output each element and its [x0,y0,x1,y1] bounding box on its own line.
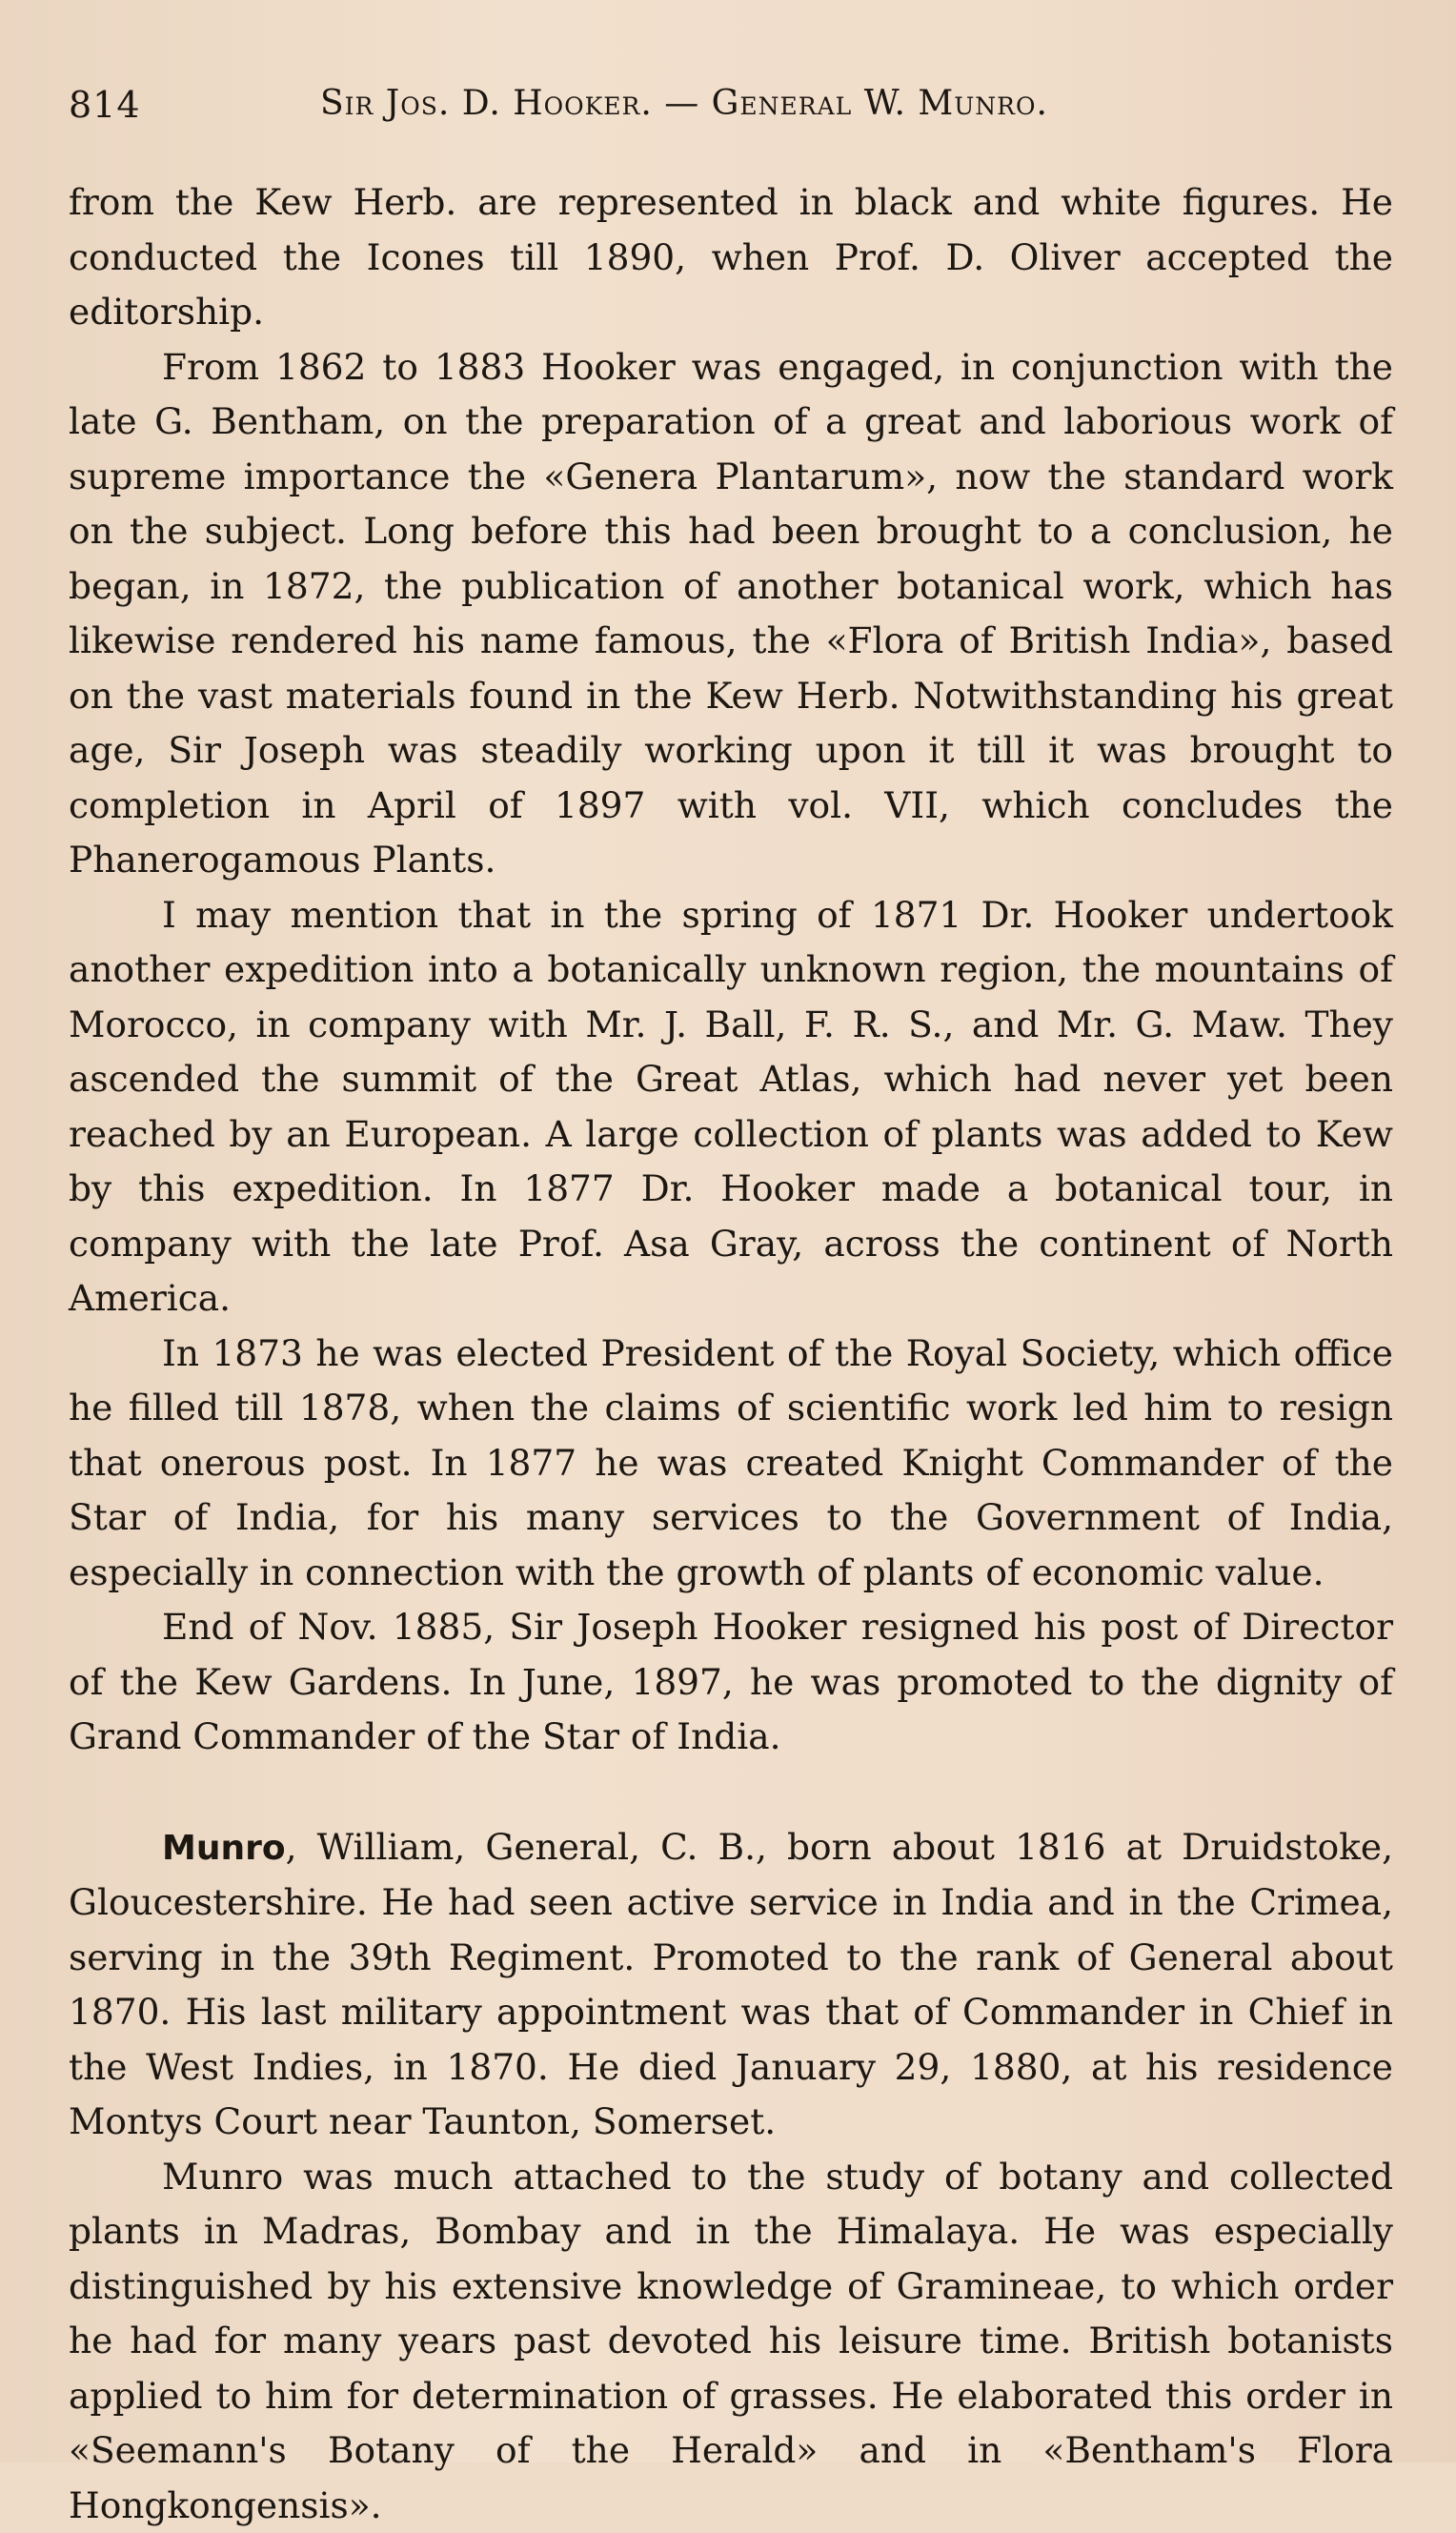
munro-entry-name: Munro [162,1829,286,1868]
page-number: 814 [69,84,141,126]
section-gap [69,1765,1393,1820]
page-body [69,175,1393,2533]
hooker-paragraph-genera-plantarum: From 1862 to 1883 Hooker was engaged, in conjunction with the late G. Bentham, on the preparation of a great and laborious work of supreme importance the «Genera Plantarum», now the standard work on the subject. Long before this had been brought to a conclusion, he began, in 1872, the publication of another botanical work, which has likewise rendered his name famous, the «Flora of British India», based on the vast materials found in the Kew Herb. Notwithstanding his great age, Sir Joseph was steadily working upon it till it was brought to completion in April of 1897 with vol. VII, which concludes the Phanerogamous Plants. [69,340,1393,888]
running-head: Sir Jos. D. Hooker. — General W. Munro. [320,84,1048,123]
hooker-paragraph-morocco-expedition: I may mention that in the spring of 1871 Dr. Hooker undertook another expedition into a botanically unknown region, the mountains of Morocco, in company with Mr. J. Ball, F. R. S., and Mr. G. Maw. They ascended the summit of the Great Atlas, which had never yet been reached by an European. A large collection of plants was added to Kew by this expedition. In 1877 Dr. Hooker made a botanical tour, in company with the late Prof. Asa Gray, across the continent of North America. [69,888,1393,1327]
hooker-paragraph-royal-society: In 1873 he was elected President of the Royal Society, which office he filled till 1878, when the claims of scientific work led him to resign that onerous post. In 1877 he was created Knight Commander of the Star of India, for his many services to the Government of India, especially in connection with the growth of plants of economic value. [69,1327,1393,1601]
hooker-paragraph-resignation: End of Nov. 1885, Sir Joseph Hooker resigned his post of Director of the Kew Gardens. In June, 1897, he was promoted to the dignity of Grand Commander of the Star of India. [69,1600,1393,1765]
hooker-paragraph-continued: from the Kew Herb. are represented in black and white figures. He conducted the Icones till 1890, when Prof. D. Oliver accepted the editorship. [69,175,1393,340]
page-header [69,78,1393,135]
munro-entry-text: , William, General, C. B., born about 1816 at Druidstoke, Gloucestershire. He had seen active service in India and in the Crimea, serving in the 39th Regiment. Promoted to the rank of General about 1870. His last military appointment was that of Commander in Chief in the West Indies, in 1870. He died January 29, 1880, at his residence Montys Court near Taunton, Somerset. [69,1826,1393,2143]
munro-botany-paragraph: Munro was much attached to the study of botany and collected plants in Madras, Bombay and in the Himalaya. He was especially distinguished by his extensive knowledge of Gramineae, to which order he had for many years past devoted his leisure time. British botanists applied to him for determination of grasses. He elaborated this order in «Seemann's Botany of the Herald» and in «Bentham's Flora Hongkongensis». [69,2150,1393,2533]
munro-entry-paragraph [69,1820,1393,2150]
